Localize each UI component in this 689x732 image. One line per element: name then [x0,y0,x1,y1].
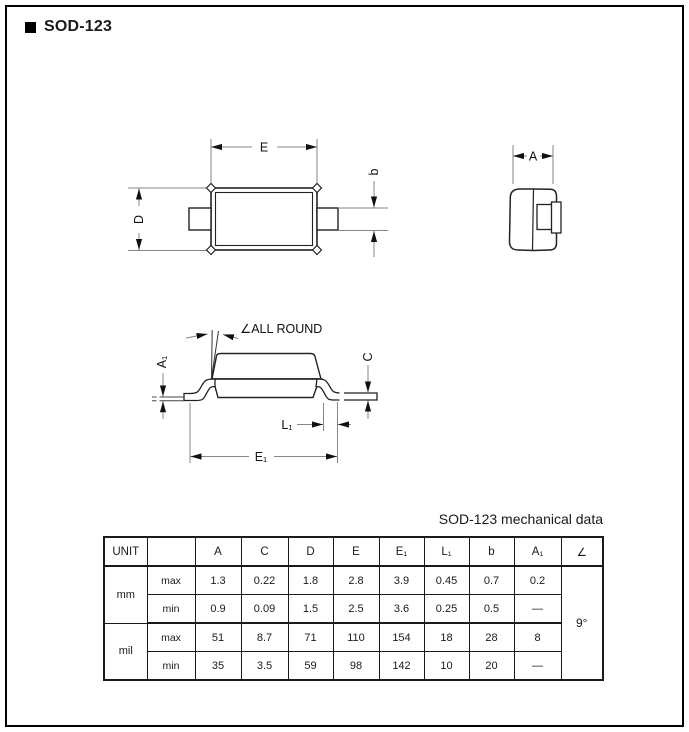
table-cell: 98 [333,652,379,681]
table-cell: 10 [424,652,469,681]
table-cell: 35 [195,652,241,681]
table-row-mm-max [104,566,603,595]
table-row-mil-min [104,652,603,681]
header-col-l1: L₁ [424,537,469,566]
side-view-lead-left [184,379,215,401]
unit-cell-mm: mm [104,566,147,623]
unit-cell-mil: mil [104,623,147,680]
dim-label-b: b [367,168,381,176]
mechanical-data-table [103,536,604,681]
table-cell: 0.2 [514,566,561,595]
limit-cell: max [147,566,195,595]
table-cell: 0.22 [241,566,288,595]
table-row-mm-min [104,595,603,624]
table-cell: 3.5 [241,652,288,681]
table-cell: 1.3 [195,566,241,595]
table-cell: 18 [424,623,469,652]
dim-label-e1: E₁ [254,450,268,464]
page-title-text: SOD-123 [44,18,113,35]
header-blank [147,537,195,566]
header-col-a1: A₁ [514,537,561,566]
table-cell: — [514,595,561,624]
limit-cell: min [147,652,195,681]
top-view-lead-left [189,208,211,230]
dim-label-a1: A₁ [155,355,169,369]
header-unit: UNIT [104,537,147,566]
table-cell: 154 [379,623,424,652]
end-view-lead-outer [552,202,562,233]
end-view-lead-inner [537,205,552,230]
angle-note-label: ∠ALL ROUND [240,322,323,336]
table-cell: 8 [514,623,561,652]
table-cell: 1.5 [288,595,333,624]
header-col-d: D [288,537,333,566]
table-cell: 59 [288,652,333,681]
seating-plane-lines [152,396,184,403]
table-cell: 0.09 [241,595,288,624]
angle-value-cell: 9° [561,566,603,680]
header-col-a: A [195,537,241,566]
lead-break-mark-right [340,392,345,402]
table-cell: 71 [288,623,333,652]
header-col-angle: ∠ [561,537,603,566]
side-view-drawing [152,322,377,464]
table-cell: 1.8 [288,566,333,595]
end-view-drawing [509,145,561,251]
header-col-c: C [241,537,288,566]
top-view-body-outer [211,188,317,250]
table-cell: 51 [195,623,241,652]
limit-cell: max [147,623,195,652]
header-col-e1: E₁ [379,537,424,566]
top-view-drawing [128,139,388,257]
dim-label-e: E [259,140,269,155]
table-cell: 20 [469,652,514,681]
table-cell: 0.7 [469,566,514,595]
table-cell: 28 [469,623,514,652]
table-cell: 0.25 [424,595,469,624]
table-cell: 3.6 [379,595,424,624]
table-title: SOD-123 mechanical data [438,511,603,527]
table-cell: 110 [333,623,379,652]
dim-label-c: C [361,352,375,362]
table-row-mil-max [104,623,603,652]
table-cell: — [514,652,561,681]
table-header-row [104,537,603,566]
table-cell: 3.9 [379,566,424,595]
side-view-body-bottom [213,379,320,398]
table-cell: 8.7 [241,623,288,652]
dim-b-group [338,181,388,257]
top-view-lead-right [317,208,338,230]
dim-l1-group [297,402,351,463]
header-col-e: E [333,537,379,566]
table-cell: 142 [379,652,424,681]
header-col-b: b [469,537,514,566]
limit-cell: min [147,595,195,624]
table-cell: 2.5 [333,595,379,624]
table-cell: 2.8 [333,566,379,595]
side-view-body-top [212,354,321,380]
table-cell: 0.5 [469,595,514,624]
dim-label-a: A [528,149,538,164]
table-cell: 0.9 [195,595,241,624]
dim-label-l1: L₁ [281,418,293,432]
dim-label-d: D [132,214,146,225]
table-cell: 0.45 [424,566,469,595]
